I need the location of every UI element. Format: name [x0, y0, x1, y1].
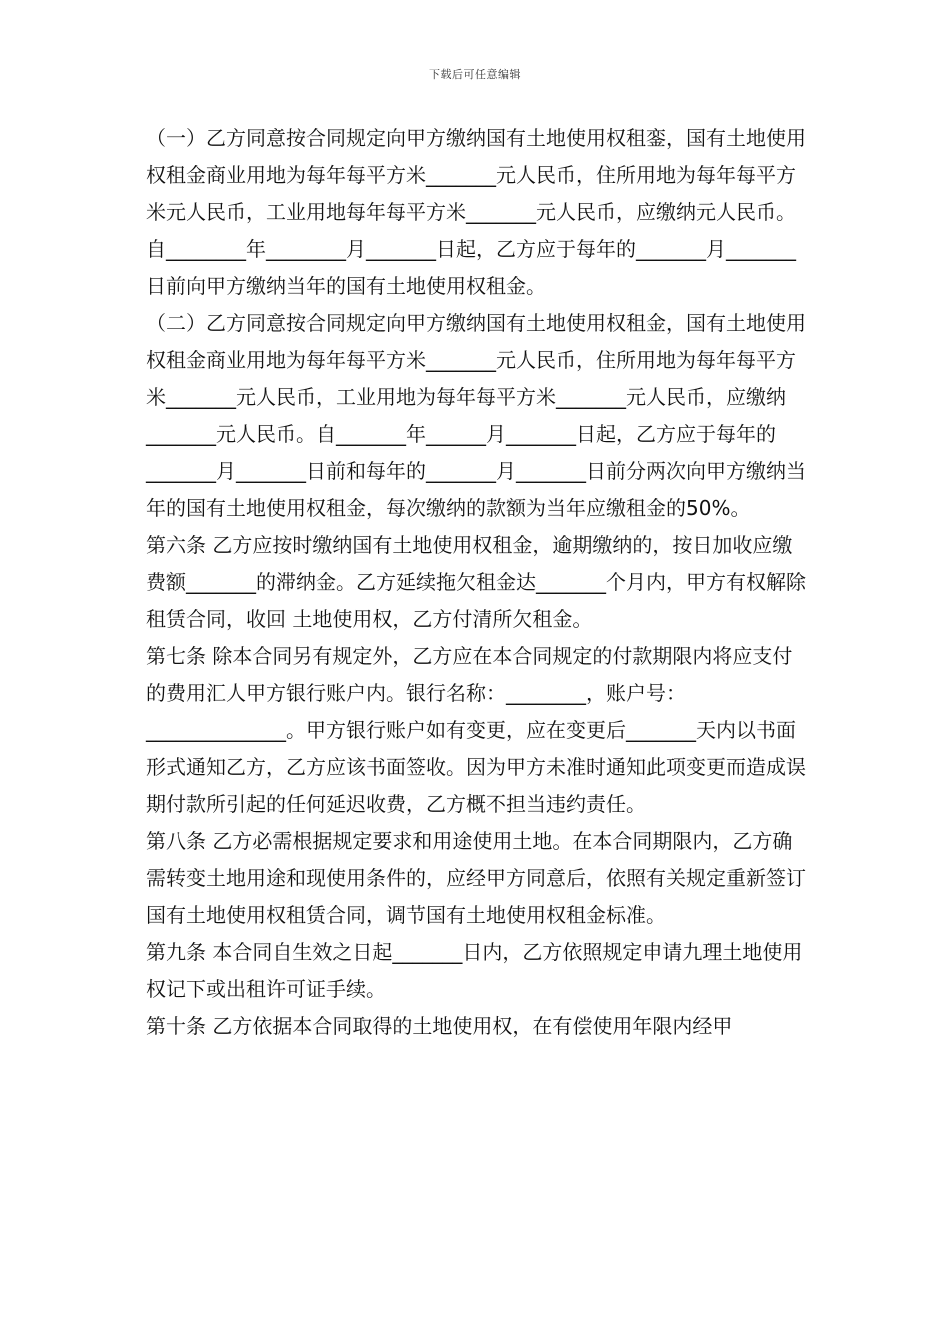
- paragraph-article-7: 第七条 除本合同另有规定外，乙方应在本合同规定的付款期限内将应支付的费用汇人甲方银行账户内。银行名称：________，账户号：______________。甲方银行账户如有变更，应在变更后_______天内以书面形式通知乙方，乙方应该书面签收。因为甲方未准时通知此项变更而造成误期付款所引起的任何延迟收费，乙方概不担当违约责任。: [146, 644, 806, 816]
- paragraph-article-10: 第十条 乙方依据本合同取得的土地使用权，在有偿使用年限内经甲: [146, 1014, 733, 1038]
- paragraph-clause-2: （二）乙方同意按合同规定向甲方缴纳国有土地使用权租金，国有土地使用权租金商业用地为每年每平方米_______元人民币，住所用地为每年每平方米_______元人民币，工业用地为每年每平方米_______元人民币，应缴纳_______元人民币。自_______年______月_______日起，乙方应于每年的_______月_______日前和每年的_______月_______日前分两次向甲方缴纳当年的国有土地使用权租金，每次缴纳的款额为当年应缴租金的50%。: [146, 311, 806, 520]
- page-header: 下载后可任意编辑: [429, 68, 521, 81]
- paragraph-article-9: 第九条 本合同自生效之日起_______日内，乙方依照规定申请九理土地使用权记下或出租许可证手续。: [146, 940, 803, 1001]
- document-body: [146, 120, 808, 1045]
- paragraph-article-6: 第六条 乙方应按时缴纳国有土地使用权租金，逾期缴纳的，按日加收应缴费额_______的滞纳金。乙方延续拖欠租金达_______个月内，甲方有权解除租赁合同，收回 土地使用权，乙方付清所欠租金。: [146, 533, 806, 631]
- paragraph-article-8: 第八条 乙方必需根据规定要求和用途使用土地。在本合同期限内，乙方确需转变土地用途和现使用条件的，应经甲方同意后，依照有关规定重新签订国有土地使用权租赁合同，调节国有土地使用权租金标准。: [146, 829, 806, 927]
- paragraph-clause-1: （一）乙方同意按合同规定向甲方缴纳国有土地使用权租銮，国有土地使用权租金商业用地为每年每平方米_______元人民币，住所用地为每年每平方米元人民币，工业用地每年每平方米_______元人民币，应缴纳元人民币。自________年________月_______日起，乙方应于每年的_______月_______日前向甲方缴纳当年的国有土地使用权租金。: [146, 126, 806, 298]
